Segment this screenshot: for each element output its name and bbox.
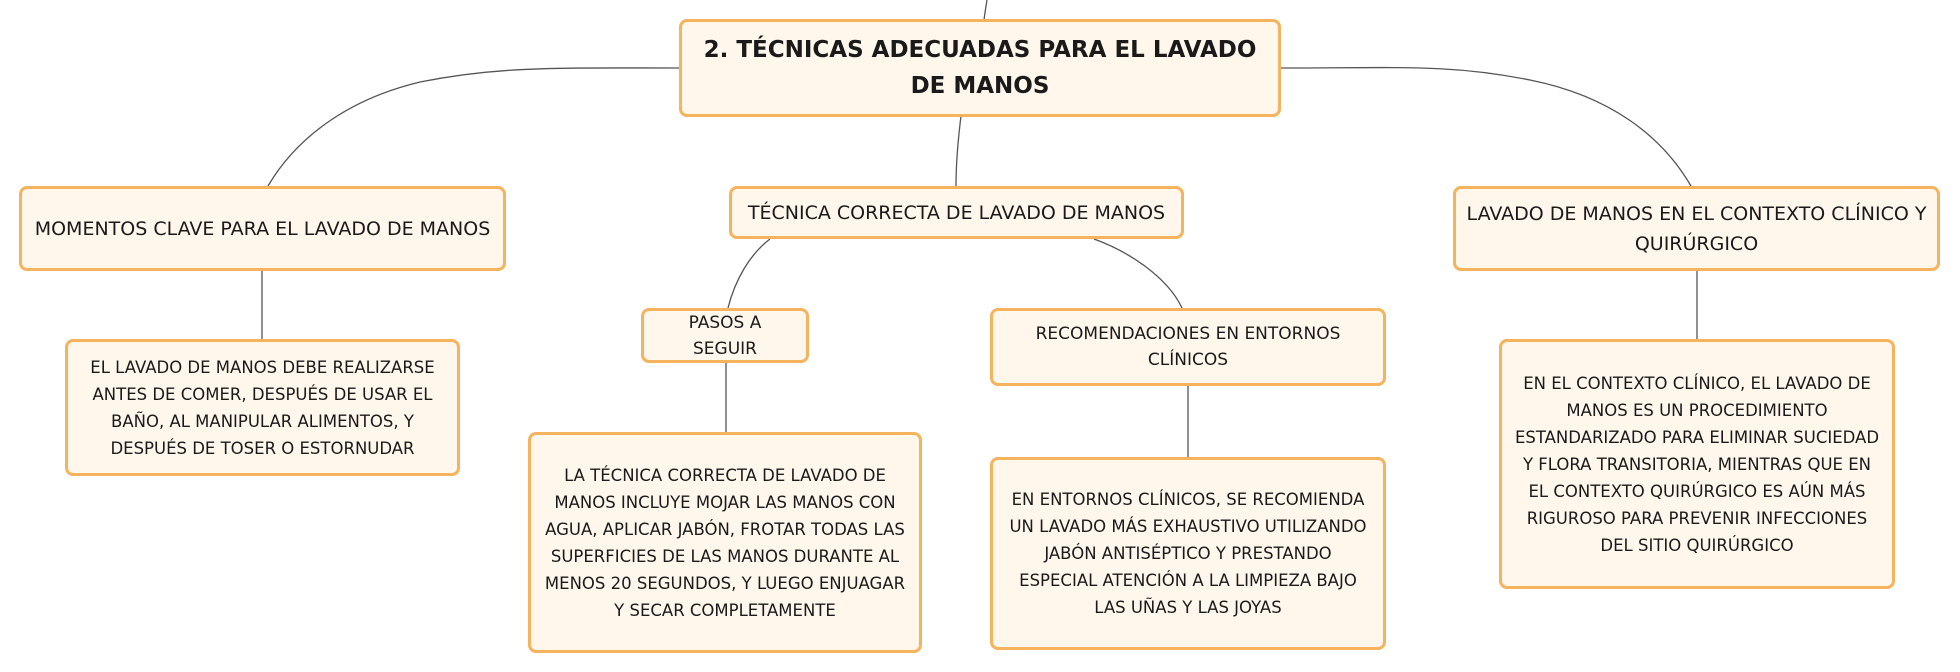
subtopic-pasos-a-seguir-label: PASOS A SEGUIR <box>688 312 762 359</box>
subtopic-pasos-a-seguir[interactable] <box>641 308 809 363</box>
connector-tecnica-to-pasos <box>728 239 770 308</box>
detail-recomendaciones-clinicas[interactable] <box>990 457 1386 650</box>
topic-momentos-clave[interactable] <box>19 186 506 271</box>
detail-momentos-clave[interactable] <box>65 339 460 476</box>
connector-root-to-tecnica <box>956 116 961 186</box>
topic-contexto-clinico-label: LAVADO DE MANOS EN EL CONTEXTO CLÍNICO Y QUIRÚRGICO <box>1466 202 1927 255</box>
root-topic-label: 2. TÉCNICAS ADECUADAS PARA EL LAVADO DE MANOS <box>703 37 1257 99</box>
connector-tecnica-to-recomendaciones <box>1094 239 1182 308</box>
detail-recomendaciones-clinicas-text: EN ENTORNOS CLÍNICOS, SE RECOMIENDA UN LAVADO MÁS EXHAUSTIVO UTILIZANDO JABÓN ANTISÉPTICO Y PRESTANDO ESPECIAL ATENCIÓN A LA LIMPIEZA BAJO LAS UÑAS Y LAS JOYAS <box>1009 490 1367 617</box>
connector-root-to-clinico <box>1281 68 1691 186</box>
detail-contexto-clinico-text: EN EL CONTEXTO CLÍNICO, EL LAVADO DE MANOS ES UN PROCEDIMIENTO ESTANDARIZADO PARA ELIMINAR SUCIEDAD Y FLORA TRANSITORIA, MIENTRAS QUE EN EL CONTEXTO QUIRÚRGICO ES AÚN MÁS RIGUROSO PARA PREVENIR INFECCIONES DEL SITIO QUIRÚRGICO <box>1514 373 1880 555</box>
topic-tecnica-correcta-label: TÉCNICA CORRECTA DE LAVADO DE MANOS <box>747 201 1166 224</box>
topic-momentos-clave-label: MOMENTOS CLAVE PARA EL LAVADO DE MANOS <box>34 217 491 240</box>
detail-pasos-a-seguir-text: LA TÉCNICA CORRECTA DE LAVADO DE MANOS INCLUYE MOJAR LAS MANOS CON AGUA, APLICAR JABÓN, FROTAR TODAS LAS SUPERFICIES DE LAS MANOS DURANTE AL MENOS 20 SEGUNDOS, Y LUEGO ENJUAGAR Y SECAR COMPLETAMENTE <box>544 465 906 620</box>
detail-pasos-a-seguir[interactable] <box>528 432 922 653</box>
root-topic-node[interactable] <box>679 19 1281 117</box>
subtopic-recomendaciones-clinicas[interactable] <box>990 308 1386 386</box>
connector-root-to-momentos <box>268 68 679 186</box>
detail-contexto-clinico[interactable] <box>1499 339 1895 589</box>
topic-contexto-clinico[interactable] <box>1453 186 1940 271</box>
connector-parent-to-root <box>984 0 987 20</box>
topic-tecnica-correcta[interactable] <box>729 186 1184 239</box>
detail-momentos-clave-text: EL LAVADO DE MANOS DEBE REALIZARSE ANTES DE COMER, DESPUÉS DE USAR EL BAÑO, AL MANIPULAR ALIMENTOS, Y DESPUÉS DE TOSER O ESTORNUDAR <box>90 357 435 458</box>
subtopic-recomendaciones-clinicas-label: RECOMENDACIONES EN ENTORNOS CLÍNICOS <box>1035 324 1341 370</box>
